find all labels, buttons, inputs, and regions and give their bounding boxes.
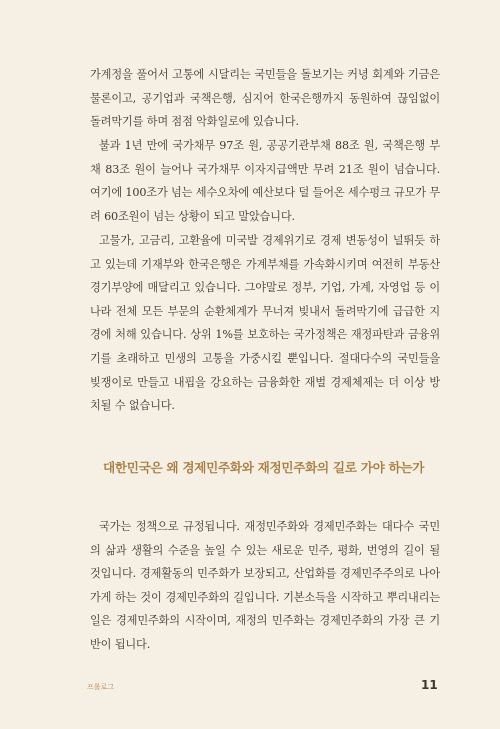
running-footer-label: 프롤로그: [87, 683, 115, 691]
text-line: 고물가, 고금리, 고환율에 미국발 경제위기로 경제 변동성이 널뛰듯 하: [99, 234, 440, 247]
paragraph: [90, 515, 440, 657]
text-line: 불과 1년 만에 국가채무 97조 원, 공공기관부채 88조 원, 국책은행 부: [99, 139, 440, 152]
text-line: 고 있는데 기재부와 한국은행은 가계부채를 가속화시키며 여전히 부동산: [90, 257, 440, 271]
paragraph: [90, 229, 440, 418]
text-line: 가게 하는 것이 경제민주화의 길입니다. 기본소득을 시작하고 뿌리내리는: [90, 590, 440, 604]
text-line: 것입니다. 경제활동의 민주화가 보장되고, 산업화를 경제민주주의로 나아: [90, 567, 440, 581]
text-line: 경에 처해 있습니다. 상위 1%를 보호하는 국가정책은 재정파탄과 금융위: [90, 328, 440, 342]
section-heading: 대한민국은 왜 경제민주화와 재정민주화의 길로 가야 하는가: [103, 460, 425, 475]
text-line: 경기부양에 매달리고 있습니다. 그야말로 정부, 기업, 가계, 자영업 등 이: [90, 281, 440, 295]
text-line: 국가는 정책으로 규정됩니다. 재정민주화와 경제민주화는 대다수 국민: [99, 520, 440, 533]
paragraph: [90, 63, 440, 134]
text-line: 일은 경제민주화의 시작이며, 재정의 민주화는 경제민주화의 가장 큰 기: [90, 614, 440, 628]
text-line: 돌려막기를 하며 점점 악화일로에 있습니다.: [90, 115, 299, 129]
text-line: 물론이고, 공기업과 국책은행, 심지어 한국은행까지 동원하여 끊임없이: [90, 91, 440, 105]
text-line: 기를 초래하고 민생의 고통을 가중시킬 뿐입니다. 절대다수의 국민들을: [90, 351, 440, 365]
text-line: 여기에 100조가 넘는 세수오차에 예산보다 덜 들어온 세수펑크 규모가 무: [90, 186, 440, 200]
text-line: 채 83조 원이 늘어나 국가채무 이자지급액만 무려 21조 원이 넘습니다.: [90, 162, 440, 176]
text-line: 반이 됩니다.: [90, 637, 151, 651]
text-line: 가계정을 풀어서 고통에 시달리는 국민들을 돌보기는 커녕 회계와 기금은: [90, 68, 440, 81]
paragraph: [90, 134, 440, 228]
text-line: 나라 전체 모든 부문의 순환체계가 무너져 빚내서 돌려막기에 급급한 지: [90, 304, 440, 318]
text-line: 빚쟁이로 만들고 내핍을 강요하는 금융화한 재벌 경제체제는 더 이상 방: [90, 375, 440, 389]
text-line: 치될 수 없습니다.: [90, 399, 175, 413]
text-line: 려 60조원이 넘는 상황이 되고 말았습니다.: [90, 209, 295, 223]
page-number: 11: [421, 678, 438, 692]
text-line: 의 삶과 생활의 수준을 높일 수 있는 새로운 민주, 평화, 번영의 길이 될: [90, 543, 440, 557]
